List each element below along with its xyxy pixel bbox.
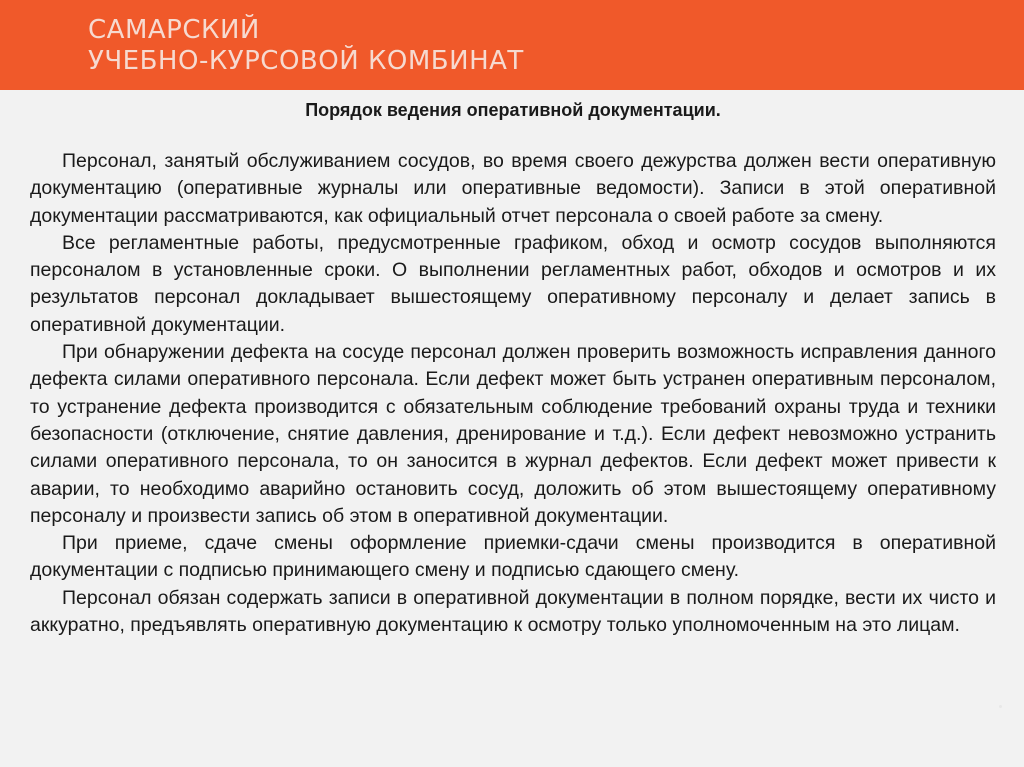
document-body (30, 97, 996, 639)
paragraph: Персонал обязан содержать записи в оперативной документации в полном порядке, вести их чисто и аккуратно, предъявлять оперативную документацию к осмотру только уполномоченным на это лицам. (30, 586, 996, 637)
brand-logo-text (88, 15, 524, 77)
slide-corner-mark (999, 705, 1002, 708)
paragraph: При приеме, сдаче смены оформление приемки-сдачи смены производится в оперативной документации с подписью принимающего смену и подписью сдающего смену. (30, 532, 996, 582)
paragraph: Все регламентные работы, предусмотренные графиком, обход и осмотр сосудов выполняются персоналом в установленные сроки. О выполнении регламентных работ, обходов и осмотров и их результатов персонал докладывает вышестоящему оперативному персоналу и делает запись в оперативной документации. (30, 231, 996, 336)
paragraph: Персонал, занятый обслуживанием сосудов, во время своего дежурства должен вести оперативную документацию (оперативные журналы или оперативные ведомости). Записи в этой оперативной документации рассматриваются, как официальный отчет персонала о своей работе за смену. (30, 150, 996, 227)
brand-line-1: САМАРСКИЙ (88, 15, 260, 45)
paragraph: При обнаружении дефекта на сосуде персонал должен проверить возможность исправления данного дефекта силами оперативного персонала. Если дефект может быть устранен оперативным персоналом, то устранение дефекта производится с обязательным соблюдение требований охраны труда и техники безопасности (отключение, снятие давления, дренирование и т.д.). Если дефект невозможно устранить силами оперативного персонала, то он заносится в журнал дефектов. Если дефект может привести к аварии, то необходимо аварийно остановить сосуд, доложить об этом вышестоящему оперативному персоналу и произвести запись об этом в оперативной документации. (30, 341, 996, 527)
header-banner (0, 0, 1024, 90)
brand-line-2: УЧЕБНО-КУРСОВОЙ КОМБИНАТ (88, 46, 524, 76)
document-title: Порядок ведения оперативной документации. (305, 100, 721, 120)
